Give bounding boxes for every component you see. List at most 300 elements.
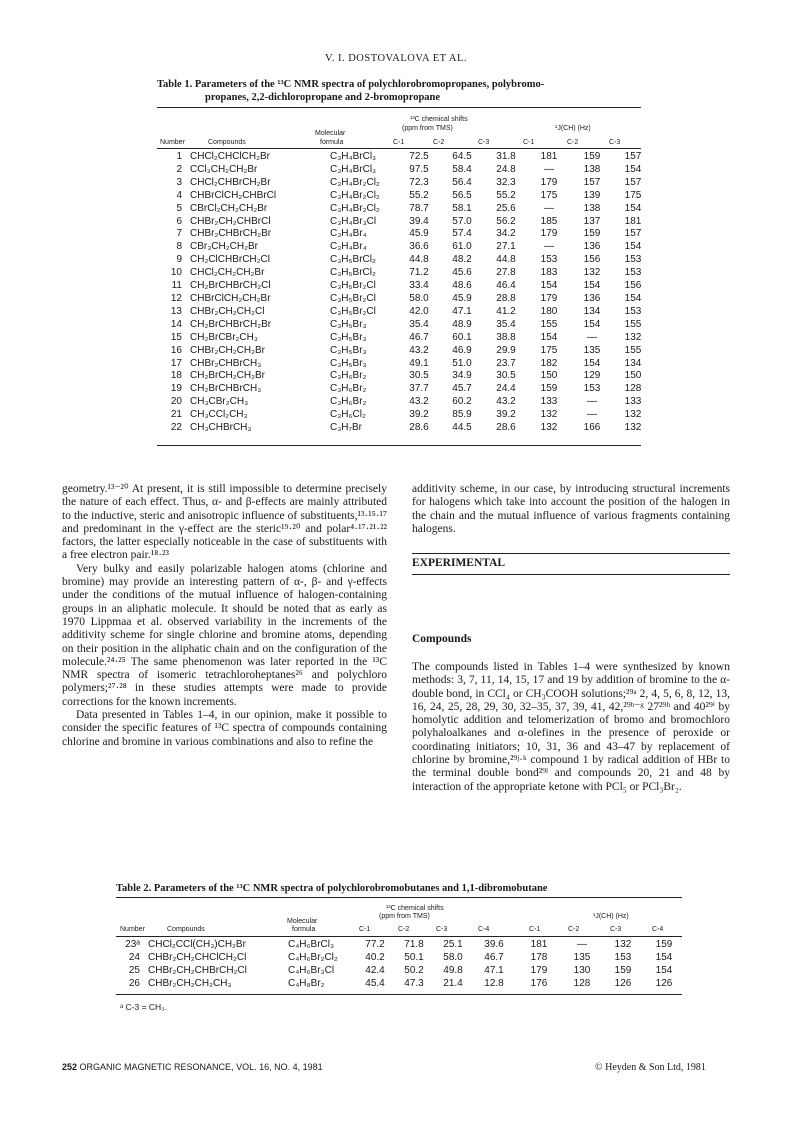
cell-shift-c3: 58.0 xyxy=(443,951,463,963)
cell-j-c1: — xyxy=(544,241,554,253)
cell-shift-c1: 35.4 xyxy=(409,318,429,330)
cell-shift-c3: 55.2 xyxy=(496,189,516,201)
cell-j-c2: 136 xyxy=(583,292,601,304)
cell-number: 12 xyxy=(170,292,182,304)
cell-shift-c1: 72.5 xyxy=(409,151,429,162)
cell-j-c3: 154 xyxy=(624,241,642,253)
table1-header-molecular: Molecular xyxy=(315,130,346,137)
table2-header-jc2: C-2 xyxy=(568,926,580,933)
table1-header-jc1: C-1 xyxy=(523,139,535,146)
cell-j-c1: 179 xyxy=(540,176,558,188)
cell-j-c2: 136 xyxy=(583,241,601,253)
cell-j-c3: 159 xyxy=(614,964,632,976)
cell-compound: CHBr₂CH₂CHBrCH₂Cl xyxy=(148,964,247,976)
table-row xyxy=(160,345,652,358)
cell-shift-c3: 34.2 xyxy=(496,228,516,240)
cell-j-c2: 154 xyxy=(583,318,601,330)
cell-shift-c1: 72.3 xyxy=(409,176,429,188)
cell-formula: C₄H₆Br₂Cl₂ xyxy=(288,951,338,963)
experimental-top-rule xyxy=(412,553,730,554)
table2-header-c1: C-1 xyxy=(359,926,371,933)
cell-number: 16 xyxy=(170,344,182,356)
cell-number: 24 xyxy=(128,951,140,963)
table-row xyxy=(160,370,652,383)
footer-copyright: © Heyden & Son Ltd, 1981 xyxy=(595,1062,706,1073)
cell-formula: C₃H₄Br₃Cl xyxy=(330,215,377,227)
cell-shift-c1: 97.5 xyxy=(409,163,429,175)
cell-shift-c2: 85.9 xyxy=(452,409,472,421)
cell-shift-c2: 57.0 xyxy=(452,215,472,227)
cell-shift-c1: 40.2 xyxy=(365,951,385,963)
cell-j-c3: 133 xyxy=(624,396,642,408)
cell-j-c3: 153 xyxy=(624,305,642,317)
cell-shift-c2: 57.4 xyxy=(452,228,472,240)
cell-shift-c2: 58.1 xyxy=(452,202,472,214)
cell-shift-c2: 71.8 xyxy=(404,939,424,950)
cell-shift-c1: 42.4 xyxy=(365,964,385,976)
cell-shift-c3: 27.8 xyxy=(496,267,516,279)
cell-shift-c2: 46.9 xyxy=(452,344,472,356)
cell-shift-c2: 60.2 xyxy=(452,396,472,408)
cell-j-c1: 179 xyxy=(540,292,558,304)
cell-shift-c2: 47.1 xyxy=(452,305,472,317)
cell-number: 20 xyxy=(170,396,182,408)
cell-j-c1: 154 xyxy=(540,280,558,292)
cell-compound: CCl₃CH₂CH₂Br xyxy=(190,163,258,175)
cell-number: 1 xyxy=(176,151,182,162)
cell-shift-c1: 49.1 xyxy=(409,357,429,369)
cell-j-c1: 155 xyxy=(540,318,558,330)
cell-j-c1: 181 xyxy=(530,939,548,950)
cell-compound: CHBrClCH₂CH₂Br xyxy=(190,292,271,304)
cell-number: 4 xyxy=(176,189,182,201)
cell-formula: C₃H₄Br₂Cl₂ xyxy=(330,202,380,214)
cell-shift-c3: 25.1 xyxy=(443,939,463,950)
cell-j-c3: 154 xyxy=(624,163,642,175)
table-row xyxy=(118,939,684,952)
cell-j-c2: — xyxy=(587,409,597,421)
table1-header-ppm: (ppm from TMS) xyxy=(402,125,453,132)
cell-number: 15 xyxy=(170,331,182,343)
table2-bottom-rule xyxy=(116,994,682,995)
cell-compound: CHCl₂CHBrCH₂Br xyxy=(190,176,271,188)
footer-journal xyxy=(62,1062,323,1072)
table2-footnote: ᵃ C-3 = CH₃. xyxy=(120,1002,168,1012)
left-column xyxy=(62,483,387,749)
cell-j-c2: — xyxy=(587,331,597,343)
cell-compound: CHBr₂CH₂CH₂CH₃ xyxy=(148,977,232,989)
cell-j-c3: 153 xyxy=(624,254,642,266)
cell-formula: C₃H₆Cl₂ xyxy=(330,409,366,421)
cell-compound: CHBr₂CH₂CH₂Br xyxy=(190,344,265,356)
cell-shift-c2: 45.6 xyxy=(452,267,472,279)
table-row xyxy=(160,164,652,177)
cell-formula: C₃H₄Br₄ xyxy=(330,241,367,253)
journal-citation: ORGANIC MAGNETIC RESONANCE, VOL. 16, NO. 4, 1981 xyxy=(79,1062,323,1072)
cell-shift-c1: 33.4 xyxy=(409,280,429,292)
subsection-heading-compounds: Compounds xyxy=(412,633,472,645)
cell-compound: CH₂BrCH₂CH₂Br xyxy=(190,370,265,382)
cell-number: 9 xyxy=(176,254,182,266)
cell-j-c2: 154 xyxy=(583,280,601,292)
table-row xyxy=(160,332,652,345)
cell-j-c2: 138 xyxy=(583,202,601,214)
cell-shift-c3: 38.8 xyxy=(496,331,516,343)
cell-j-c2: 157 xyxy=(583,176,601,188)
cell-j-c1: 181 xyxy=(540,151,558,162)
cell-j-c1: — xyxy=(544,202,554,214)
table1-caption-line1: Table 1. Parameters of the ¹³C NMR spectra of polychlorobromopropanes, polybromo- xyxy=(157,79,545,90)
cell-j-c3: 175 xyxy=(624,189,642,201)
cell-j-c2: — xyxy=(587,396,597,408)
cell-number: 14 xyxy=(170,318,182,330)
cell-j-c4: 126 xyxy=(655,977,673,989)
cell-shift-c1: 39.2 xyxy=(409,409,429,421)
table-row xyxy=(160,306,652,319)
section-heading-experimental: EXPERIMENTAL xyxy=(412,557,506,569)
cell-shift-c1: 43.2 xyxy=(409,344,429,356)
table1-top-rule xyxy=(157,107,641,108)
cell-formula: C₄H₆BrCl₃ xyxy=(288,939,335,950)
cell-j-c1: 175 xyxy=(540,189,558,201)
cell-compound: CHCl₂CCl(CH₃)CH₂Br xyxy=(148,939,246,950)
cell-formula: C₃H₅Br₂Cl xyxy=(330,305,376,317)
cell-j-c1: 178 xyxy=(530,951,548,963)
cell-shift-c2: 64.5 xyxy=(452,151,472,162)
cell-shift-c2: 48.2 xyxy=(452,254,472,266)
cell-compound: CHBr₂CHBrCH₃ xyxy=(190,357,262,369)
cell-formula: C₄H₆Br₃Cl xyxy=(288,964,335,976)
right-paragraph-2: The compounds listed in Tables 1–4 were synthesized by known methods: 3, 7, 11, 14, 15, 17 and 19 by addition of bromine to the α-double bond, in CCl₄ or CH₃COOH solutions;²⁹ᵃ 2, 4, 5, 6, 8, 12, 13, 16, 24, 25, 28, 29, 30, 32–35, 37, 39, 41, 42,²⁹ᵇ⁻ᵍ 27²⁹ʰ and 40²⁹ⁱ by homolytic addition and telomerization of bromo and bromochloro polyhaloalkanes and α-olefines in the presence of peroxide or coordinating initiators; 10, 31, 36 and 43–47 by replacement of chlorine by bromine,²⁹ʲ·ᵏ compound 1 by radical addition of HBr to the terminal double bond²⁹ˡ and compounds 20, 21 and 48 by interaction of the appropriate ketone with PCl₅ or PCl₃Br₂. xyxy=(412,661,730,793)
cell-formula: C₃H₅Br₂Cl xyxy=(330,280,376,292)
table-row xyxy=(160,216,652,229)
table2-header-number: Number xyxy=(120,926,145,933)
cell-j-c1: 176 xyxy=(530,977,548,989)
table2-header-jc3: C-3 xyxy=(610,926,622,933)
table-row xyxy=(118,952,684,965)
table1-caption-line2: propanes, 2,2-dichloropropane and 2-bromopropane xyxy=(205,92,441,103)
table-row xyxy=(160,228,652,241)
cell-compound: CHCl₂CHClCH₂Br xyxy=(190,151,270,162)
cell-j-c2: 139 xyxy=(583,189,601,201)
cell-compound: CH₂BrCHBrCH₂Br xyxy=(190,318,272,330)
cell-shift-c2: 34.9 xyxy=(452,370,472,382)
cell-j-c2: 156 xyxy=(583,254,601,266)
table-row xyxy=(160,267,652,280)
cell-compound: CHBr₂CHBrCH₂Br xyxy=(190,228,272,240)
cell-shift-c3: 24.4 xyxy=(496,383,516,395)
right-column xyxy=(412,483,730,536)
cell-compound: CBr₃CH₂CH₂Br xyxy=(190,241,258,253)
cell-j-c3: 134 xyxy=(624,357,642,369)
cell-number: 19 xyxy=(170,383,182,395)
cell-shift-c3: 23.7 xyxy=(496,357,516,369)
cell-shift-c3: 29.9 xyxy=(496,344,516,356)
cell-formula: C₃H₄Br₂Cl₂ xyxy=(330,189,380,201)
cell-formula: C₃H₅BrCl₂ xyxy=(330,267,376,279)
cell-j-c2: 132 xyxy=(583,267,601,279)
table-row xyxy=(160,177,652,190)
cell-number: 10 xyxy=(170,267,182,279)
cell-shift-c1: 42.0 xyxy=(409,305,429,317)
table1-header-j: ¹J(CH) (Hz) xyxy=(555,125,591,132)
cell-j-c3: 132 xyxy=(624,422,642,434)
cell-j-c1: 132 xyxy=(540,409,558,421)
cell-shift-c1: 45.9 xyxy=(409,228,429,240)
cell-formula: C₃H₅Br₂Cl xyxy=(330,292,376,304)
cell-j-c3: 157 xyxy=(624,228,642,240)
cell-formula: C₃H₄BrCl₃ xyxy=(330,163,377,175)
cell-shift-c2: 50.2 xyxy=(404,964,424,976)
cell-j-c3: 157 xyxy=(624,176,642,188)
table1-header-c2: C-2 xyxy=(433,139,445,146)
cell-shift-c1: 37.7 xyxy=(409,383,429,395)
cell-shift-c2: 61.0 xyxy=(452,241,472,253)
cell-number: 5 xyxy=(176,202,182,214)
cell-shift-c1: 77.2 xyxy=(365,939,385,950)
cell-shift-c3: 24.8 xyxy=(496,163,516,175)
cell-shift-c3: 39.2 xyxy=(496,409,516,421)
cell-formula: C₃H₆Br₂ xyxy=(330,383,367,395)
cell-j-c1: 132 xyxy=(540,422,558,434)
cell-j-c2: 138 xyxy=(583,163,601,175)
cell-shift-c3: 56.2 xyxy=(496,215,516,227)
cell-j-c3: 156 xyxy=(624,280,642,292)
cell-j-c3: 155 xyxy=(624,318,642,330)
cell-shift-c3: 35.4 xyxy=(496,318,516,330)
cell-number: 25 xyxy=(128,964,140,976)
cell-shift-c2: 45.7 xyxy=(452,383,472,395)
cell-shift-c3: 31.8 xyxy=(496,151,516,162)
cell-shift-c3: 49.8 xyxy=(443,964,463,976)
cell-j-c3: 126 xyxy=(614,977,632,989)
table2-header-j: ¹J(CH) (Hz) xyxy=(593,913,629,920)
cell-shift-c4: 47.1 xyxy=(484,964,504,976)
cell-shift-c2: 50.1 xyxy=(404,951,424,963)
cell-number: 7 xyxy=(176,228,182,240)
cell-shift-c1: 71.2 xyxy=(409,267,429,279)
cell-shift-c2: 44.5 xyxy=(452,422,472,434)
cell-number: 2 xyxy=(176,163,182,175)
cell-shift-c4: 46.7 xyxy=(484,951,504,963)
cell-j-c1: — xyxy=(544,163,554,175)
table2-header-jc4: C-4 xyxy=(652,926,664,933)
cell-j-c2: 154 xyxy=(583,357,601,369)
cell-shift-c3: 41.2 xyxy=(496,305,516,317)
table1-header-jc3: C-3 xyxy=(609,139,621,146)
table1-header-jc2: C-2 xyxy=(567,139,579,146)
cell-number: 21 xyxy=(170,409,182,421)
cell-shift-c3: 21.4 xyxy=(443,977,463,989)
table-row xyxy=(118,965,684,978)
cell-number: 6 xyxy=(176,215,182,227)
cell-compound: CH₃CBr₂CH₃ xyxy=(190,396,249,408)
cell-shift-c2: 56.4 xyxy=(452,176,472,188)
running-head: V. I. DOSTOVALOVA ET AL. xyxy=(324,53,467,64)
table2-body xyxy=(118,939,684,991)
table2-header-c4: C-4 xyxy=(478,926,490,933)
cell-compound: CH₂BrCBr₂CH₃ xyxy=(190,331,258,343)
cell-j-c1: 150 xyxy=(540,370,558,382)
cell-compound: CHBrClCH₂CHBrCl xyxy=(190,189,277,201)
cell-j-c1: 183 xyxy=(540,267,558,279)
table1-header-c3: C-3 xyxy=(478,139,490,146)
cell-j-c2: 135 xyxy=(583,344,601,356)
table-row xyxy=(160,190,652,203)
cell-shift-c1: 36.6 xyxy=(409,241,429,253)
cell-compound: CBrCl₂CH₂CH₂Br xyxy=(190,202,268,214)
cell-shift-c3: 25.6 xyxy=(496,202,516,214)
table1-header-c1: C-1 xyxy=(393,139,405,146)
cell-j-c2: 159 xyxy=(583,151,601,162)
cell-j-c3: 132 xyxy=(624,409,642,421)
left-paragraph-1: geometry.¹³⁻²⁰ At present, it is still impossible to determine precisely the nature of each effect. Thus, α- and β-effects are mainly attributed to the inductive, steric and anisotropic influence of substituents,¹³·¹⁵·¹⁷ and predominant in the γ-effect are the steric¹⁹·²⁰ and polar⁴·¹⁷·²¹·²² factors, the latter especially noticeable in the case of substituents with a free electron pair.¹⁸·²³ xyxy=(62,483,387,562)
cell-j-c4: 154 xyxy=(655,951,673,963)
cell-formula: C₄H₈Br₂ xyxy=(288,977,325,989)
cell-j-c1: 180 xyxy=(540,305,558,317)
cell-j-c3: 153 xyxy=(624,267,642,279)
cell-number: 26 xyxy=(128,977,140,989)
cell-shift-c3: 44.8 xyxy=(496,254,516,266)
table-row xyxy=(160,280,652,293)
cell-shift-c1: 43.2 xyxy=(409,396,429,408)
cell-j-c1: 182 xyxy=(540,357,558,369)
cell-formula: C₃H₅BrCl₂ xyxy=(330,254,376,266)
cell-shift-c2: 47.3 xyxy=(404,977,424,989)
table2-header-c3: C-3 xyxy=(436,926,448,933)
cell-formula: C₃H₄Br₂Cl₂ xyxy=(330,176,380,188)
cell-formula: C₃H₅Br₃ xyxy=(330,344,367,356)
table-row xyxy=(118,978,684,991)
table-row xyxy=(160,319,652,332)
cell-j-c1: 154 xyxy=(540,331,558,343)
cell-j-c1: 179 xyxy=(530,964,548,976)
cell-j-c3: 157 xyxy=(624,151,642,162)
cell-shift-c2: 56.5 xyxy=(452,189,472,201)
table2-header-c2: C-2 xyxy=(398,926,410,933)
table-row xyxy=(160,383,652,396)
cell-formula: C₃H₆Br₂ xyxy=(330,396,367,408)
cell-shift-c4: 39.6 xyxy=(484,939,504,950)
cell-formula: C₃H₇Br xyxy=(330,422,362,434)
cell-j-c3: 154 xyxy=(624,292,642,304)
cell-j-c1: 159 xyxy=(540,383,558,395)
cell-compound: CH₃CCl₂CH₃ xyxy=(190,409,248,421)
right-paragraph-1: additivity scheme, in our case, by introducing structural increments for halogens which take into account the position of the halogen in the chain and the mutual influence of various fragments containing halogens. xyxy=(412,483,730,535)
table2-header-formula: formula xyxy=(292,926,316,933)
cell-j-c2: 129 xyxy=(583,370,601,382)
cell-formula: C₃H₆Br₂ xyxy=(330,370,367,382)
cell-number: 13 xyxy=(170,305,182,317)
table2-caption: Table 2. Parameters of the ¹³C NMR spectra of polychlorobromobutanes and 1,1-dibromobutane xyxy=(116,883,548,894)
cell-j-c2: 166 xyxy=(583,422,601,434)
cell-shift-c1: 45.4 xyxy=(365,977,385,989)
cell-j-c1: 175 xyxy=(540,344,558,356)
cell-j-c1: 133 xyxy=(540,396,558,408)
cell-shift-c3: 30.5 xyxy=(496,370,516,382)
cell-shift-c1: 58.0 xyxy=(409,292,429,304)
table2-header-compounds: Compounds xyxy=(167,926,205,933)
table1-header-rule xyxy=(157,148,641,149)
cell-compound: CH₂ClCHBrCH₂Cl xyxy=(190,254,270,266)
cell-j-c3: 154 xyxy=(624,202,642,214)
cell-formula: C₃H₄BrCl₃ xyxy=(330,151,377,162)
table2-top-rule xyxy=(116,897,682,898)
cell-shift-c1: 39.4 xyxy=(409,215,429,227)
cell-shift-c2: 51.0 xyxy=(452,357,472,369)
table1-body xyxy=(160,151,652,435)
table-row xyxy=(160,241,652,254)
cell-j-c3: 132 xyxy=(624,331,642,343)
table2-header-ppm: (ppm from TMS) xyxy=(379,913,430,920)
cell-j-c2: 128 xyxy=(573,977,591,989)
cell-j-c1: 179 xyxy=(540,228,558,240)
table-row xyxy=(160,254,652,267)
cell-shift-c1: 44.8 xyxy=(409,254,429,266)
cell-shift-c1: 46.7 xyxy=(409,331,429,343)
cell-j-c2: 130 xyxy=(573,964,591,976)
cell-number: 22 xyxy=(170,422,182,434)
cell-shift-c2: 60.1 xyxy=(452,331,472,343)
cell-j-c2: 135 xyxy=(573,951,591,963)
cell-j-c3: 150 xyxy=(624,370,642,382)
cell-j-c4: 154 xyxy=(655,964,673,976)
page-number: 252 xyxy=(62,1062,78,1072)
experimental-bottom-rule xyxy=(412,574,730,575)
cell-shift-c2: 58.4 xyxy=(452,163,472,175)
cell-shift-c1: 55.2 xyxy=(409,189,429,201)
cell-number: 11 xyxy=(171,280,182,292)
table-row xyxy=(160,396,652,409)
cell-shift-c1: 78.7 xyxy=(409,202,429,214)
cell-shift-c1: 28.6 xyxy=(409,422,429,434)
cell-j-c3: 132 xyxy=(614,939,632,950)
table1-header-number: Number xyxy=(160,139,185,146)
cell-shift-c3: 27.1 xyxy=(496,241,516,253)
cell-compound: CH₃CHBrCH₃ xyxy=(190,422,252,434)
left-paragraph-3: Data presented in Tables 1–4, in our opinion, make it possible to consider the specific features of ¹³C spectra of compounds containing chlorine and bromine in various combinations and also to refine the xyxy=(62,709,387,748)
cell-j-c1: 185 xyxy=(540,215,558,227)
cell-j-c1: 153 xyxy=(540,254,558,266)
cell-shift-c2: 48.9 xyxy=(452,318,472,330)
table2-header-molecular: Molecular xyxy=(287,918,318,925)
table-row xyxy=(160,151,652,164)
table1-header-formula: formula xyxy=(320,139,344,146)
left-paragraph-2: Very bulky and easily polarizable halogen atoms (chlorine and bromine) may provide an interesting pattern of α-, β- and γ-effects under the conditions of the mutual influence of halogen-containing groups in an aliphatic molecule. It should be noted that as early as 1970 Lippmaa et al. observed variability in the increments of the additivity scheme for single chlorine and bromine atoms, depending on their position in the aliphatic chain and on the configuration of the molecule.²⁴·²⁵ The same phenomenon was later reported in the ¹³C NMR spectra of isomeric tetrachloroheptanes²⁶ and polychloro polymers;²⁷·²⁸ in these studies attempts were made to provide corrections for the known increments. xyxy=(62,562,387,708)
table2-header-shifts: ¹³C chemical shifts xyxy=(386,905,444,912)
cell-j-c2: 134 xyxy=(583,305,601,317)
cell-j-c2: 137 xyxy=(583,215,601,227)
table1-header-shifts: ¹³C chemical shifts xyxy=(410,116,468,123)
cell-shift-c3: 28.8 xyxy=(496,292,516,304)
table1-bottom-rule xyxy=(157,445,641,446)
table-row xyxy=(160,358,652,371)
cell-number: 8 xyxy=(176,241,182,253)
cell-j-c2: 153 xyxy=(583,383,601,395)
table-row xyxy=(160,293,652,306)
cell-compound: CHCl₂CH₂CH₂Br xyxy=(190,267,265,279)
cell-compound: CH₂BrCHBrCH₃ xyxy=(190,383,262,395)
cell-shift-c3: 43.2 xyxy=(496,396,516,408)
cell-shift-c3: 46.4 xyxy=(496,280,516,292)
table-row xyxy=(160,203,652,216)
cell-compound: CH₂BrCHBrCH₂Cl xyxy=(190,280,271,292)
cell-shift-c1: 30.5 xyxy=(409,370,429,382)
cell-j-c2: 159 xyxy=(583,228,601,240)
cell-j-c3: 181 xyxy=(624,215,642,227)
cell-formula: C₃H₄Br₄ xyxy=(330,228,367,240)
cell-j-c4: 159 xyxy=(655,939,673,950)
